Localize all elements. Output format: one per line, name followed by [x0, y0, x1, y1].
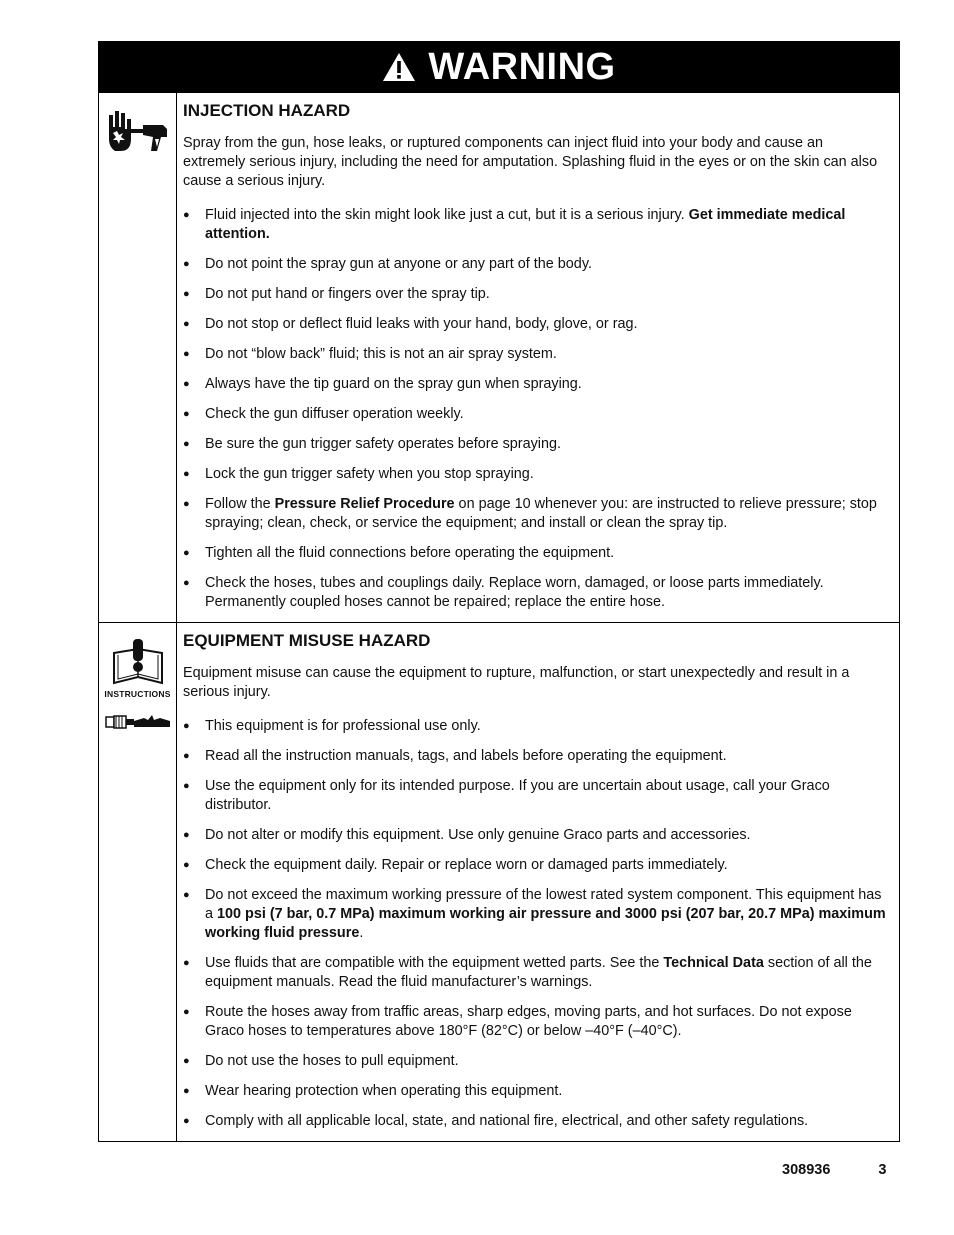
hand-spray-gun-icon: [105, 107, 171, 157]
warning-page: [98, 41, 900, 1142]
list-item-text: Use the equipment only for its intended purpose. If you are uncertain about usage, call your Graco distributor.: [205, 778, 830, 813]
list-item-emphasis: 100 psi (7 bar, 0.7 MPa) maximum working air pressure and 3000 psi (207 bar, 20.7 MPa) maximum working fluid pressure: [205, 906, 886, 941]
list-item-text: This equipment is for professional use only.: [205, 718, 481, 734]
list-item-text: Do not “blow back” fluid; this is not an air spray system.: [205, 346, 557, 362]
page-number: 3: [878, 1162, 887, 1178]
list-item-text: Do not point the spray gun at anyone or any part of the body.: [205, 256, 592, 272]
list-item-text: Be sure the gun trigger safety operates before spraying.: [205, 436, 561, 452]
injection-text: [177, 93, 899, 622]
warning-triangle-icon: [382, 52, 416, 82]
list-item: [183, 465, 889, 484]
misuse-intro: Equipment misuse can cause the equipment to rupture, malfunction, or start unexpectedly and result in a serious injury.: [183, 665, 850, 700]
list-item: [183, 255, 889, 274]
banner-title: WARNING: [428, 45, 616, 88]
list-item-text: Wear hearing protection when operating this equipment.: [205, 1083, 563, 1099]
instruction-manual-icon: [111, 637, 165, 685]
page-footer: [782, 1162, 887, 1178]
injection-intro: Spray from the gun, hose leaks, or ruptured components can inject fluid into your body and cause an extremely serious injury, including the need for amputation. Splashing fluid in the eyes or on the skin can also cause a serious injury.: [183, 135, 878, 189]
list-item-emphasis: Get immediate medical attention.: [205, 207, 846, 242]
list-item: [183, 544, 889, 563]
list-item-text: Do not put hand or fingers over the spray tip.: [205, 286, 490, 302]
list-item: [183, 826, 889, 845]
list-item-text: Fluid injected into the skin might look like just a cut, but it is a serious injury.: [205, 207, 689, 223]
list-item-text: Check the hoses, tubes and couplings daily. Replace worn, damaged, or loose parts immediately. Permanently coupled hoses cannot be repaired; replace the entire hose.: [205, 575, 824, 610]
list-item: [183, 495, 889, 533]
list-item-text: Do not use the hoses to pull equipment.: [205, 1053, 459, 1069]
injection-icon-cell: [99, 93, 177, 622]
list-item-text: Follow the: [205, 496, 275, 512]
list-item-text: Check the gun diffuser operation weekly.: [205, 406, 464, 422]
list-item: [183, 1082, 889, 1101]
doc-number: 308936: [782, 1162, 831, 1178]
list-item-text: Read all the instruction manuals, tags, and labels before operating the equipment.: [205, 748, 727, 764]
misuse-text: [177, 623, 899, 1141]
list-item: [183, 747, 889, 766]
list-item: [183, 1052, 889, 1071]
list-item-text-after: on page 10 whenever you: are instructed to relieve pressure; stop spraying; clean, check, or service the equipment; and install or clean the spray tip.: [205, 496, 877, 531]
list-item: [183, 435, 889, 454]
list-item-text-after: .: [359, 925, 364, 941]
hose-fitting-icon: [104, 713, 172, 731]
list-item-text: Tighten all the fluid connections before operating the equipment.: [205, 545, 615, 561]
list-item-text: Comply with all applicable local, state, and national fire, electrical, and other safety regulations.: [205, 1113, 809, 1129]
list-item: [183, 206, 889, 244]
list-item-text-after: section of all the equipment manuals. Read the fluid manufacturer’s warnings.: [205, 955, 872, 990]
list-item: [183, 345, 889, 364]
list-item-text: Lock the gun trigger safety when you stop spraying.: [205, 466, 534, 482]
list-item: [183, 315, 889, 334]
misuse-hazard-section: [98, 623, 900, 1142]
list-item: [183, 954, 889, 992]
list-item: [183, 717, 889, 736]
list-item: [183, 375, 889, 394]
list-item-text: Do not alter or modify this equipment. Use only genuine Graco parts and accessories.: [205, 827, 751, 843]
list-item-text: Route the hoses away from traffic areas, sharp edges, moving parts, and hot surfaces. Do not expose Graco hoses to temperatures above 180°F (82°C) or below –40°F (–40°C).: [205, 1004, 852, 1039]
list-item: [183, 1112, 889, 1131]
list-item: [183, 405, 889, 424]
misuse-list: [183, 717, 889, 1131]
list-item: [183, 1003, 889, 1041]
list-item: [183, 574, 889, 612]
list-item: [183, 856, 889, 875]
list-item-emphasis: Pressure Relief Procedure: [274, 496, 455, 512]
misuse-heading: EQUIPMENT MISUSE HAZARD: [183, 631, 431, 650]
injection-heading: INJECTION HAZARD: [183, 101, 351, 120]
list-item-text: Check the equipment daily. Repair or replace worn or damaged parts immediately.: [205, 857, 728, 873]
injection-hazard-section: [98, 93, 900, 623]
list-item-text: Do not stop or deflect fluid leaks with your hand, body, glove, or rag.: [205, 316, 638, 332]
list-item-text: Do not exceed the maximum working pressure of the lowest rated system component. This equipment has a: [205, 887, 882, 922]
list-item-emphasis: Technical Data: [663, 955, 764, 971]
list-item-text: Always have the tip guard on the spray gun when spraying.: [205, 376, 582, 392]
instructions-label: INSTRUCTIONS: [104, 689, 171, 699]
list-item: [183, 777, 889, 815]
list-item: [183, 886, 889, 943]
injection-list: [183, 206, 889, 612]
warning-banner: [98, 41, 900, 93]
misuse-icon-cell: [99, 623, 177, 1141]
list-item-text: Use fluids that are compatible with the equipment wetted parts. See the: [205, 955, 664, 971]
list-item: [183, 285, 889, 304]
